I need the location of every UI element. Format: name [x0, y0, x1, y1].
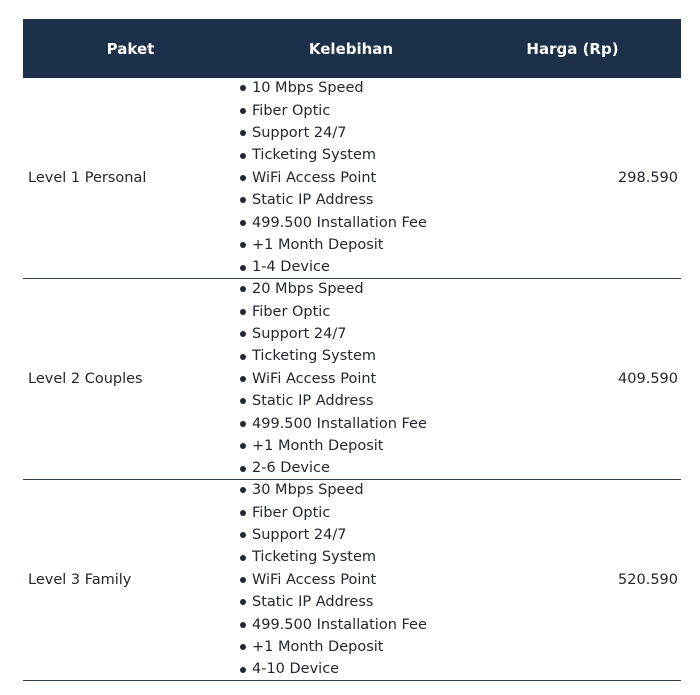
feature-label: 20 Mbps Speed	[252, 281, 364, 298]
bullet-icon	[240, 376, 246, 382]
feature-label: 4-10 Device	[252, 661, 340, 678]
bullet-icon	[240, 421, 246, 427]
bullet-icon	[240, 599, 246, 605]
feature-item	[240, 256, 464, 278]
feature-label: WiFi Access Point	[252, 370, 377, 387]
bullet-icon	[240, 309, 246, 315]
bullet-icon	[240, 577, 246, 583]
bullet-icon	[240, 108, 246, 114]
bullet-icon	[240, 466, 246, 472]
feature-item	[240, 212, 464, 234]
bullet-icon	[240, 265, 246, 271]
bullet-icon	[240, 286, 246, 292]
feature-label: Support 24/7	[252, 326, 347, 343]
feature-label: 499.500 Installation Fee	[252, 415, 427, 432]
bullet-icon	[240, 622, 246, 628]
package-name: Level 3 Family	[28, 572, 132, 588]
bullet-icon	[240, 443, 246, 449]
bullet-icon	[240, 242, 246, 248]
feature-label: Static IP Address	[252, 594, 374, 611]
bullet-icon	[240, 197, 246, 203]
feature-list	[238, 479, 464, 681]
bullet-icon	[240, 644, 246, 650]
feature-item	[240, 368, 464, 390]
table-row	[23, 480, 681, 681]
feature-list	[238, 77, 464, 279]
feature-item	[240, 122, 464, 144]
feature-item	[240, 658, 464, 680]
feature-item	[240, 345, 464, 367]
header-harga: Harga (Rp)	[526, 39, 619, 58]
feature-item	[240, 546, 464, 568]
feature-item	[240, 167, 464, 189]
table-row	[23, 279, 681, 480]
bullet-icon	[240, 667, 246, 673]
feature-label: Fiber Optic	[252, 102, 331, 119]
package-name: Level 2 Couples	[28, 371, 143, 387]
feature-item	[240, 189, 464, 211]
feature-item	[240, 77, 464, 99]
feature-item	[240, 278, 464, 300]
feature-item	[240, 390, 464, 412]
feature-item	[240, 100, 464, 122]
feature-item	[240, 614, 464, 636]
bullet-icon	[240, 398, 246, 404]
feature-label: 499.500 Installation Fee	[252, 616, 427, 633]
package-price: 520.590	[618, 572, 678, 588]
feature-item	[240, 479, 464, 501]
feature-label: 10 Mbps Speed	[252, 80, 364, 97]
feature-item	[240, 636, 464, 658]
header-paket: Paket	[106, 39, 155, 58]
feature-label: 30 Mbps Speed	[252, 482, 364, 499]
feature-item	[240, 524, 464, 546]
bullet-icon	[240, 331, 246, 337]
feature-item	[240, 323, 464, 345]
feature-label: Support 24/7	[252, 125, 347, 142]
feature-list	[238, 278, 464, 480]
bullet-icon	[240, 510, 246, 516]
bullet-icon	[240, 130, 246, 136]
feature-label: Ticketing System	[252, 348, 377, 365]
bullet-icon	[240, 175, 246, 181]
bullet-icon	[240, 555, 246, 561]
feature-label: +1 Month Deposit	[252, 638, 384, 655]
feature-label: 1-4 Device	[252, 259, 330, 276]
package-price: 409.590	[618, 371, 678, 387]
feature-label: Static IP Address	[252, 192, 374, 209]
bullet-icon	[240, 487, 246, 493]
feature-label: Ticketing System	[252, 549, 377, 566]
pricing-table	[23, 19, 681, 681]
table-body	[23, 78, 681, 681]
bullet-icon	[240, 153, 246, 159]
feature-label: Fiber Optic	[252, 303, 331, 320]
feature-label: WiFi Access Point	[252, 571, 377, 588]
feature-item	[240, 435, 464, 457]
feature-label: 2-6 Device	[252, 460, 330, 477]
feature-item	[240, 591, 464, 613]
feature-label: Ticketing System	[252, 147, 377, 164]
header-kelebihan: Kelebihan	[308, 39, 394, 58]
table-row	[23, 78, 681, 279]
feature-item	[240, 301, 464, 323]
feature-item	[240, 234, 464, 256]
feature-label: WiFi Access Point	[252, 169, 377, 186]
bullet-icon	[240, 220, 246, 226]
table-header	[23, 19, 681, 78]
feature-label: 499.500 Installation Fee	[252, 214, 427, 231]
feature-item	[240, 457, 464, 479]
feature-label: +1 Month Deposit	[252, 236, 384, 253]
bullet-icon	[240, 85, 246, 91]
feature-item	[240, 569, 464, 591]
feature-label: +1 Month Deposit	[252, 437, 384, 454]
package-price: 298.590	[618, 170, 678, 186]
feature-label: Support 24/7	[252, 527, 347, 544]
feature-label: Static IP Address	[252, 393, 374, 410]
package-name: Level 1 Personal	[28, 170, 147, 186]
feature-item	[240, 502, 464, 524]
feature-label: Fiber Optic	[252, 504, 331, 521]
feature-item	[240, 144, 464, 166]
feature-item	[240, 413, 464, 435]
bullet-icon	[240, 354, 246, 360]
bullet-icon	[240, 532, 246, 538]
